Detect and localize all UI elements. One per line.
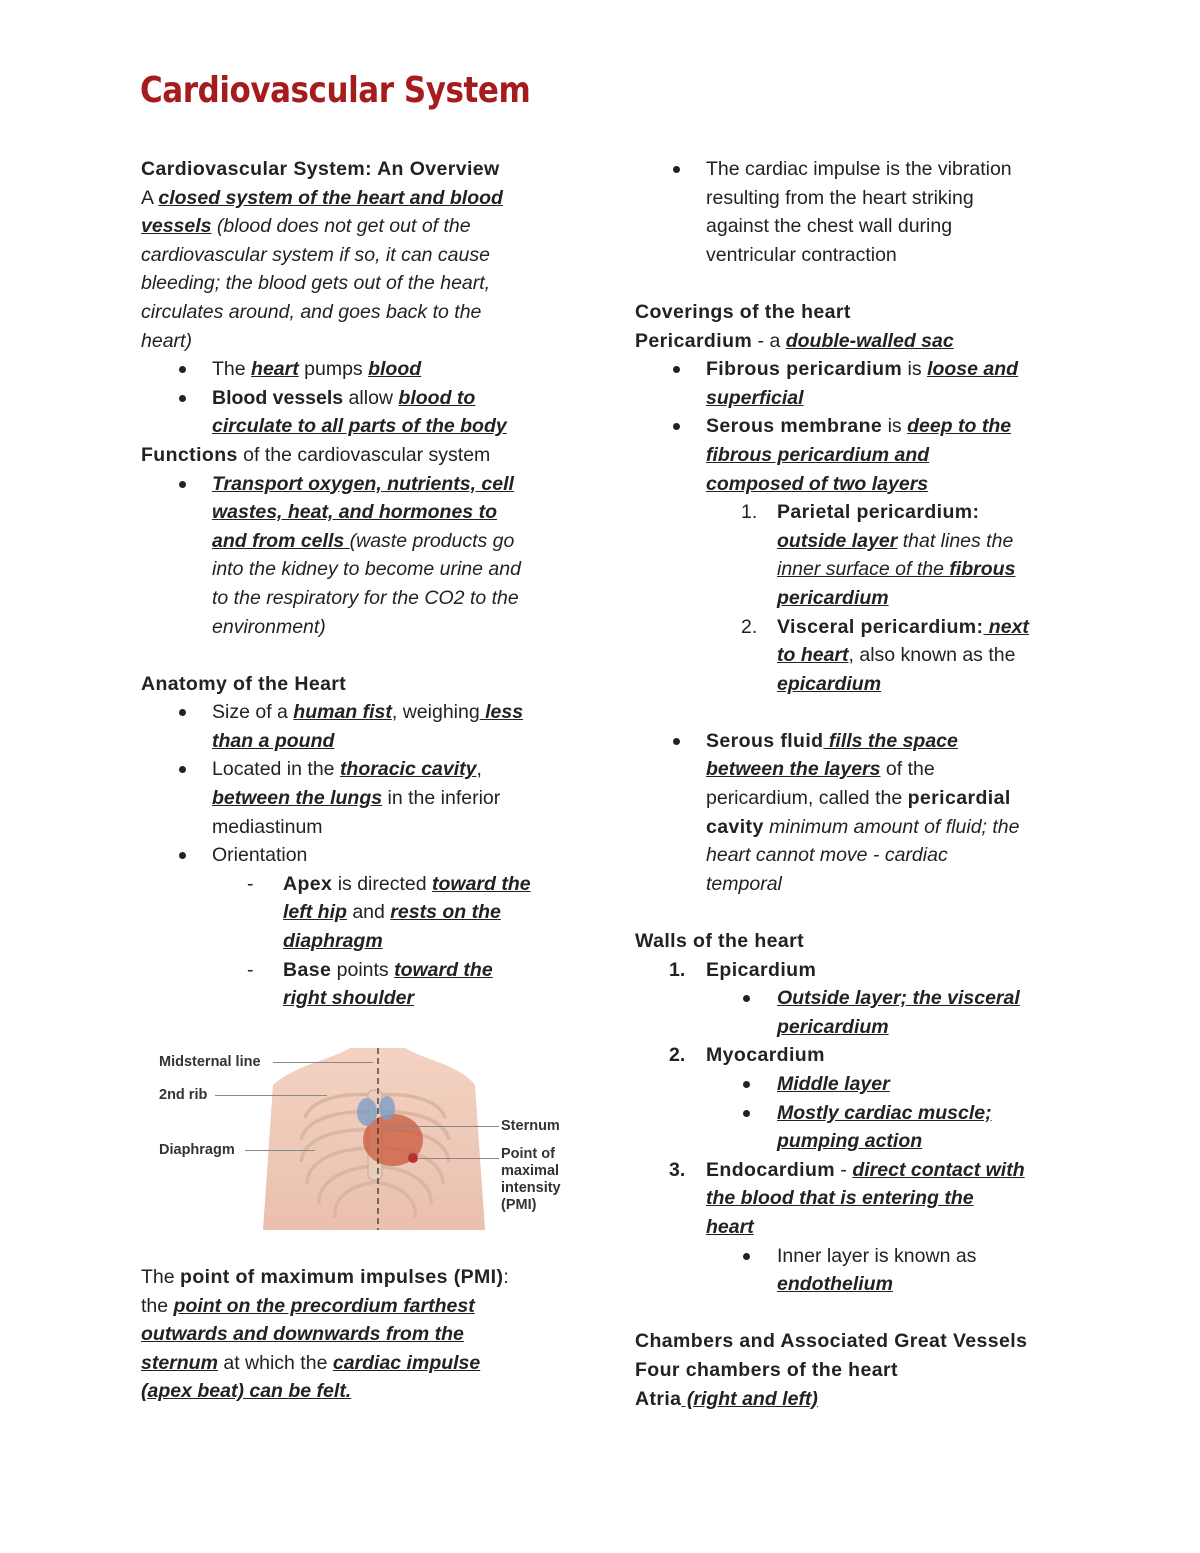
page-title: Cardiovascular System <box>140 70 531 111</box>
dash-continuation: left hip and rests on the <box>283 901 501 924</box>
sub-bullet-continuation: pumping action <box>777 1130 923 1153</box>
bullet-continuation: resulting from the heart striking <box>706 186 974 209</box>
numbered-continuation: outside layer that lines the <box>777 529 1014 552</box>
numbered-continuation: inner surface of the fibrous <box>777 558 1016 581</box>
numbered-continuation: to heart, also known as the <box>777 644 1016 667</box>
overview-text: circulates around, and goes back to the <box>141 300 482 323</box>
pmi-text: sternum at which the cardiac impulse <box>141 1351 481 1374</box>
sub-bullet: Outside layer; the visceral <box>635 984 1075 1013</box>
bullet-continuation: composed of two layers <box>706 472 929 495</box>
sub-bullet-continuation: pericardium <box>777 1015 889 1038</box>
right-column <box>635 155 1075 1413</box>
atria-line: Atria (right and left) <box>635 1387 818 1410</box>
section-heading-walls: Walls of the heart <box>635 930 804 953</box>
bullet-continuation: heart cannot move - cardiac <box>706 844 948 867</box>
bullet-continuation: circulate to all parts of the body <box>212 415 507 438</box>
bullet-continuation: and from cells (waste products go <box>212 529 515 552</box>
numbered-continuation: epicardium <box>777 672 882 695</box>
label-2nd-rib: 2nd rib <box>159 1087 208 1103</box>
bullet-orientation: Orientation <box>141 841 571 870</box>
section-heading-overview: Cardiovascular System: An Overview <box>141 158 500 180</box>
bullet-continuation: to the respiratory for the CO2 to the <box>212 586 519 609</box>
section-heading-anatomy: Anatomy of the Heart <box>141 672 347 695</box>
overview-text: bleeding; the blood gets out of the heart, <box>141 272 491 295</box>
pmi-paragraph <box>141 1263 571 1406</box>
bullet-location: Located in the thoracic cavity, <box>141 755 571 784</box>
bullet-continuation: pericardium, called the pericardial <box>706 787 1011 810</box>
bullet-continuation: ventricular contraction <box>706 243 897 266</box>
bullet-fibrous: Fibrous pericardium is loose and <box>635 355 1075 384</box>
bullet-continuation: environment) <box>212 615 326 638</box>
label-midsternal-line: Midsternal line <box>159 1054 261 1070</box>
numbered-item-parietal: 1. Parietal pericardium: <box>741 501 980 524</box>
bullet-serous-membrane: Serous membrane is deep to the <box>635 412 1075 441</box>
functions-heading: Functions of the cardiovascular system <box>141 443 491 466</box>
pericardium-line: Pericardium - a double-walled sac <box>635 329 954 352</box>
bullet-cardiac-impulse: The cardiac impulse is the vibration <box>635 155 1075 184</box>
sub-bullet: Mostly cardiac muscle; <box>635 1099 1075 1128</box>
dash-continuation: right shoulder <box>283 987 415 1010</box>
bullet-continuation: fibrous pericardium and <box>706 443 930 466</box>
bullet-heart-pumps: The heart pumps blood <box>141 355 571 384</box>
sub-bullet: Middle layer <box>635 1070 1075 1099</box>
label-pmi: Point of maximal intensity (PMI) <box>501 1146 561 1213</box>
label-diaphragm: Diaphragm <box>159 1142 235 1158</box>
bullet-continuation: cavity minimum amount of fluid; the <box>706 815 1020 838</box>
overview-text: heart) <box>141 329 192 352</box>
section-heading-chambers: Chambers and Associated Great Vessels <box>635 1330 1028 1353</box>
overview-text: vessels (blood does not get out of the <box>141 215 471 238</box>
overview-text: A closed system of the heart and blood <box>141 186 503 209</box>
dash-item-base: - Base points toward the <box>141 956 571 985</box>
bullet-continuation: into the kidney to become urine and <box>212 558 521 581</box>
numbered-continuation: the blood that is entering the <box>706 1187 974 1210</box>
numbered-item-myocardium: 2. Myocardium <box>669 1044 825 1067</box>
sub-bullet-continuation: endothelium <box>777 1273 893 1296</box>
pmi-text: The point of maximum impulses (PMI): <box>141 1266 509 1288</box>
dash-continuation: diaphragm <box>283 930 383 953</box>
pmi-text: the point on the precordium farthest <box>141 1294 475 1317</box>
numbered-continuation: pericardium <box>777 586 889 609</box>
bullet-continuation: wastes, heat, and hormones to <box>212 501 497 524</box>
numbered-item-epicardium: 1. Epicardium <box>669 958 817 981</box>
pmi-text: outwards and downwards from the <box>141 1323 464 1346</box>
numbered-item-endocardium: 3. Endocardium - direct contact with <box>669 1158 1025 1181</box>
section-heading-coverings: Coverings of the heart <box>635 300 851 323</box>
bullet-continuation: superficial <box>706 386 804 409</box>
numbered-item-visceral: 2. Visceral pericardium: next <box>741 615 1029 638</box>
bullet-size: Size of a human fist, weighing less <box>141 698 571 727</box>
left-column <box>141 155 571 1013</box>
overview-text: cardiovascular system if so, it can cause <box>141 243 490 266</box>
sub-bullet: Inner layer is known as <box>635 1242 1075 1271</box>
pmi-text: (apex beat) can be felt. <box>141 1380 352 1403</box>
bullet-continuation: mediastinum <box>212 815 323 838</box>
bullet-serous-fluid: Serous fluid fills the space <box>635 727 1075 756</box>
dash-item-apex: - Apex is directed toward the <box>141 870 571 899</box>
numbered-continuation: heart <box>706 1215 754 1238</box>
bullet-continuation: between the lungs in the inferior <box>212 787 501 810</box>
label-sternum: Sternum <box>501 1118 560 1134</box>
bullet-continuation: between the layers of the <box>706 758 935 781</box>
bullet-blood-vessels: Blood vessels allow blood to <box>141 384 571 413</box>
four-chambers-line: Four chambers of the heart <box>635 1358 898 1381</box>
bullet-continuation: against the chest wall during <box>706 215 953 238</box>
bullet-continuation: temporal <box>706 872 782 895</box>
chest-diagram <box>155 1040 575 1235</box>
bullet-transport: Transport oxygen, nutrients, cell <box>141 470 571 499</box>
bullet-continuation: than a pound <box>212 729 335 752</box>
